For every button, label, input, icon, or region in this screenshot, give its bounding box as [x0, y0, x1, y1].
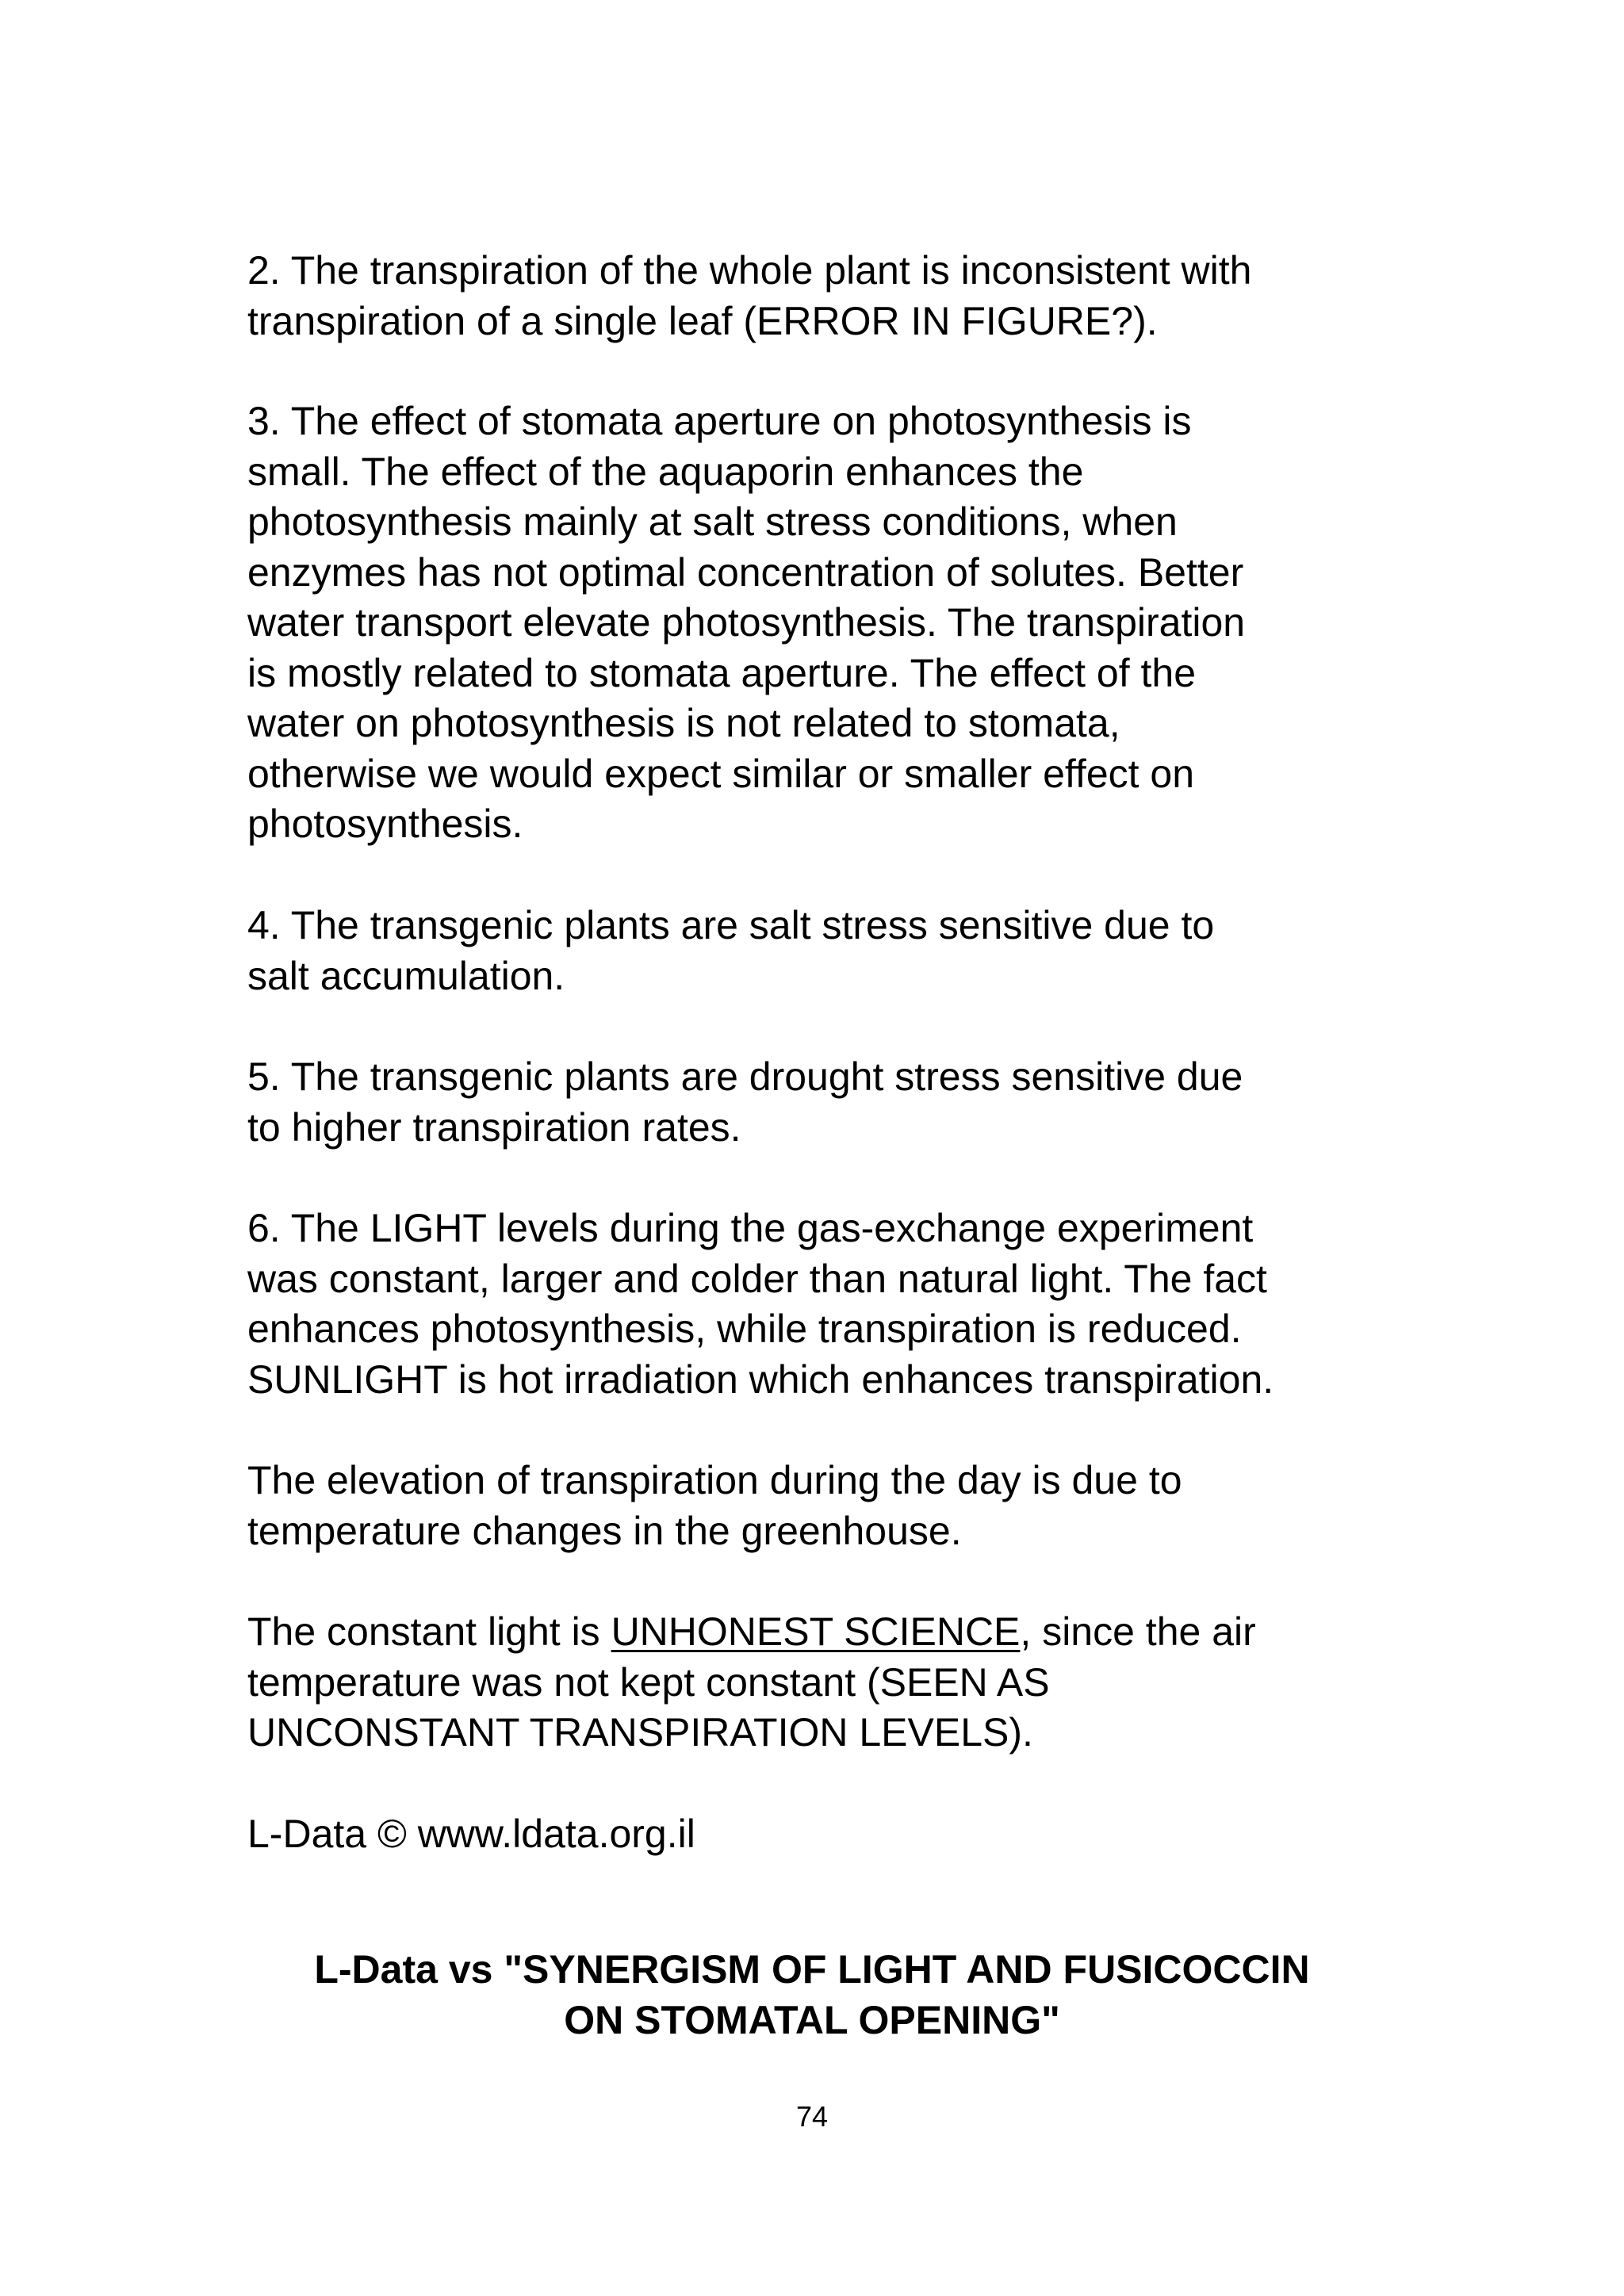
text-fragment: The constant light is: [247, 1609, 611, 1654]
text-line: enhances photosynthesis, while transpiration is reduced.: [247, 1307, 1242, 1351]
copyright-line: [247, 1809, 1405, 1860]
text-line: SUNLIGHT is hot irradiation which enhances transpiration.: [247, 1357, 1274, 1402]
paragraph-4: [247, 901, 1405, 1001]
text-line: water on photosynthesis is not related to stomata,: [247, 701, 1120, 745]
paragraph-6: [247, 1203, 1405, 1405]
paragraph-5: [247, 1052, 1405, 1153]
text-line: enzymes has not optimal concentration of solutes. Better: [247, 549, 1244, 595]
text-fragment: , since the air: [1020, 1609, 1256, 1654]
heading-line: ON STOMATAL OPENING": [564, 1998, 1060, 2042]
text-line: photosynthesis.: [247, 802, 523, 846]
underlined-phrase: UNHONEST SCIENCE: [611, 1609, 1021, 1654]
copyright-text: L-Data © www.ldata.org.il: [247, 1812, 695, 1856]
text-line: temperature was not kept constant (SEEN AS: [247, 1659, 1050, 1705]
text-line: otherwise we would expect similar or smaller effect on: [247, 751, 1195, 796]
text-line: 2. The transpiration of the whole plant is inconsistent with: [247, 248, 1252, 293]
section-heading: [0, 1944, 1624, 2045]
text-line: small. The effect of the aquaporin enhances the: [247, 449, 1084, 494]
paragraph-8: [247, 1607, 1405, 1758]
heading-line: L-Data vs "SYNERGISM OF LIGHT AND FUSICOCCIN: [314, 1947, 1310, 1992]
text-line: photosynthesis mainly at salt stress conditions, when: [247, 499, 1178, 544]
text-line: 4. The transgenic plants are salt stress sensitive due to: [247, 903, 1215, 947]
text-line: [247, 1607, 1405, 1658]
text-line: 6. The LIGHT levels during the gas-exchange experiment: [247, 1206, 1254, 1250]
text-line: 5. The transgenic plants are drought stress sensitive due: [247, 1054, 1243, 1099]
paragraph-2: [247, 246, 1405, 346]
text-line: The elevation of transpiration during the day is due to: [247, 1458, 1182, 1502]
paragraph-3: [247, 396, 1405, 850]
page-number: 74: [795, 2100, 829, 2133]
text-line: was constant, larger and colder than natural light. The fact: [247, 1256, 1267, 1301]
paragraph-7: [247, 1456, 1405, 1556]
text-line: water transport elevate photosynthesis. The transpiration: [247, 600, 1246, 645]
text-line: UNCONSTANT TRANSPIRATION LEVELS).: [247, 1710, 1033, 1755]
text-line: is mostly related to stomata aperture. The effect of the: [247, 650, 1196, 695]
text-line: to higher transpiration rates.: [247, 1104, 741, 1150]
text-line: temperature changes in the greenhouse.: [247, 1508, 962, 1553]
text-line: 3. The effect of stomata aperture on photosynthesis is: [247, 399, 1192, 443]
text-line: salt accumulation.: [247, 953, 565, 998]
text-line: transpiration of a single leaf (ERROR IN FIGURE?).: [247, 298, 1158, 343]
